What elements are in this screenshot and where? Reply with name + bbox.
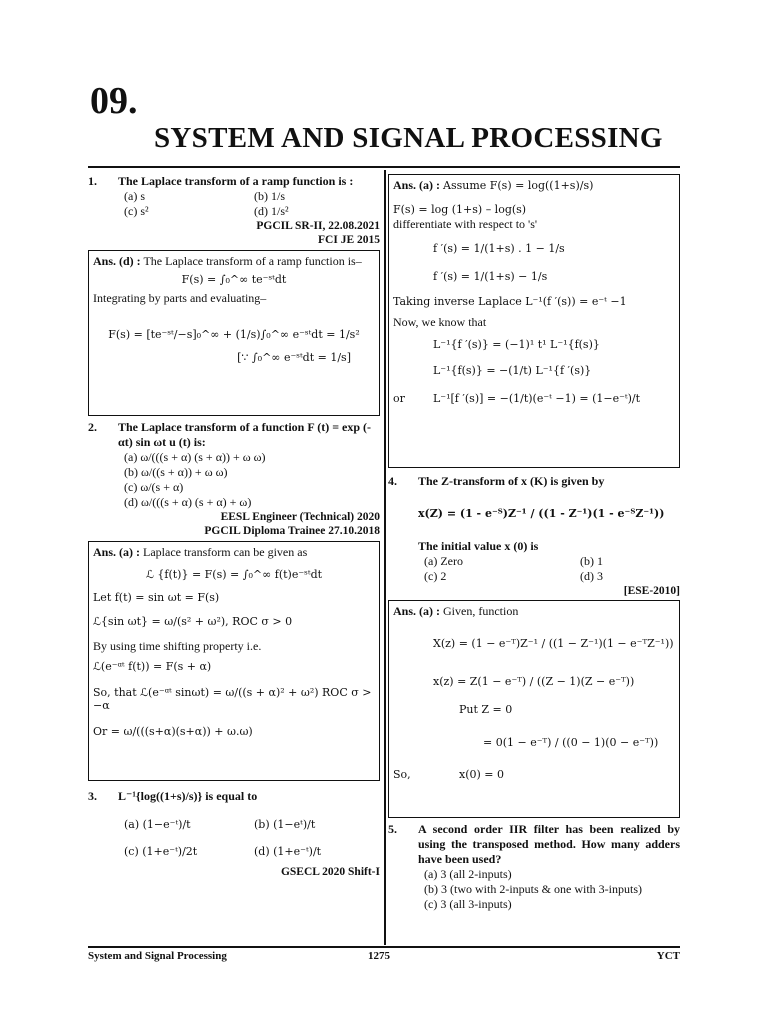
chapter-title: SYSTEM AND SIGNAL PROCESSING	[154, 122, 663, 154]
equation: L⁻¹{f(s)} = −(1/t) L⁻¹{f ′(s)}	[433, 363, 592, 377]
option-d: (d) 3	[580, 568, 603, 583]
options	[88, 450, 380, 510]
options	[88, 189, 380, 219]
question-number: 1.	[88, 174, 97, 188]
question-number: 4.	[388, 474, 397, 488]
answer-text: Assume F(s) = log((1+s)/s)	[443, 179, 594, 192]
page-number: 1275	[368, 950, 390, 962]
answer-text: Given, function	[443, 604, 519, 619]
equation: Put Z = 0	[459, 702, 513, 716]
option-d: (d) 1/s²	[254, 204, 289, 218]
question-1	[88, 174, 380, 248]
option-a: (a) 3 (all 2-inputs)	[424, 867, 512, 882]
answer-text: Laplace transform can be given as	[143, 544, 308, 559]
equation: x(0) = 0	[459, 768, 504, 782]
answer-step: Now, we know that	[393, 315, 487, 329]
options	[88, 818, 380, 860]
top-rule	[88, 166, 680, 168]
answer-label: Ans. (a) :	[93, 544, 140, 559]
question-number: 2.	[88, 419, 97, 434]
question-text: The Laplace transform of a function F (t) = exp (-αt) sin ωt u (t) is:	[118, 419, 372, 449]
equation: f ′(s) = 1/(1+s) . 1 − 1/s	[433, 241, 565, 255]
equation: Or = ω/(((s+α)(s+α)) + ω.ω)	[93, 725, 253, 738]
equation: L⁻¹{f ′(s)} = (−1)¹ t¹ L⁻¹{f(s)}	[433, 338, 600, 351]
question-text: The initial value x (0) is	[418, 538, 539, 553]
or-label: or	[393, 391, 405, 405]
so-label: So,	[393, 768, 411, 782]
equation: F(s) = [te⁻ˢᵗ/−s]₀^∞ + (1/s)∫₀^∞ e⁻ˢᵗdt = 1/s²	[108, 327, 360, 341]
answer-step: differentiate with respect to 's'	[393, 216, 538, 231]
question-number: 5.	[388, 822, 397, 837]
answer-step: Integrating by parts and evaluating–	[93, 290, 267, 305]
equation: x(Z) = (1 - e⁻ᵀ)Z⁻¹ / ((1 - Z⁻¹)(1 - e⁻ᵀZ⁻¹))	[418, 507, 665, 520]
column-divider	[384, 170, 386, 945]
answer-box-2	[88, 541, 380, 781]
option-b: (b) 1/s	[254, 189, 285, 203]
answer-label: Ans. (a) :	[393, 178, 440, 192]
equation: So, that ℒ(e⁻ᵅᵗ sinωt) = ω/((s + α)² + ω²) ROC σ > −α	[93, 685, 372, 713]
answer-label: Ans. (a) :	[393, 604, 440, 619]
left-column	[88, 174, 380, 879]
option-d: (d) (1+e⁻ᵗ)/t	[254, 845, 322, 859]
question-2	[88, 420, 380, 539]
options	[388, 554, 680, 584]
exam-source: [ESE-2010]	[623, 584, 680, 597]
exam-source: EESL Engineer (Technical) 2020	[220, 510, 380, 523]
right-column	[388, 174, 680, 912]
option-a: (a) s	[124, 189, 145, 203]
question-5	[388, 822, 680, 912]
option-c: (c) 3 (all 3-inputs)	[424, 897, 512, 912]
equation: Let f(t) = sin ωt = F(s)	[93, 591, 220, 605]
option-a: (a) Zero	[424, 553, 463, 568]
option-c: (c) 2	[424, 568, 447, 583]
equation: [∵ ∫₀^∞ e⁻ˢᵗdt = 1/s]	[237, 351, 351, 365]
equation: = 0(1 − e⁻ᵀ) / ((0 − 1)(0 − e⁻ᵀ))	[483, 736, 659, 750]
equation: f ′(s) = 1/(1+s) − 1/s	[433, 269, 548, 283]
option-b: (b) 3 (two with 2-inputs & one with 3-inputs)	[424, 882, 642, 897]
equation: Taking inverse Laplace L⁻¹(f ′(s)) = e⁻ᵗ −1	[393, 295, 627, 309]
exam-source: PGCIL SR-II, 22.08.2021	[256, 220, 380, 232]
question-text: A second order IIR filter has been realized by using the transposed method. How many adders have been used?	[418, 822, 680, 867]
option-a: (a) ω/(((s + α) (s + α)) + ω ω)	[124, 449, 266, 464]
answer-step: By using time shifting property i.e.	[93, 638, 262, 653]
equation: F(s) = log (1+s) – log(s)	[393, 203, 527, 216]
question-number: 3.	[88, 788, 97, 803]
option-b: (b) ω/((s + α)) + ω ω)	[124, 464, 228, 479]
option-c: (c) (1+e⁻ᵗ)/2t	[124, 845, 198, 859]
equation: ℒ {f(t)} = F(s) = ∫₀^∞ f(t)e⁻ˢᵗdt	[145, 567, 323, 581]
option-a: (a) (1−e⁻ᵗ)/t	[124, 817, 191, 831]
equation: F(s) = ∫₀^∞ te⁻ˢᵗdt	[181, 272, 287, 286]
answer-box-3	[388, 174, 680, 468]
option-b: (b) 1	[580, 553, 603, 568]
answer-box-1	[88, 250, 380, 416]
footer-subject: System and Signal Processing	[88, 950, 227, 962]
option-c: (c) s²	[124, 204, 149, 218]
answer-box-4	[388, 600, 680, 818]
question-text: The Z-transform of x (K) is given by	[418, 474, 605, 488]
question-text: The Laplace transform of a ramp function is :	[118, 174, 354, 188]
answer-text: The Laplace transform of a ramp function is–	[143, 253, 362, 268]
options	[388, 867, 680, 912]
equation: ℒ{sin ωt} = ω/(s² + ω²), ROC σ > 0	[93, 615, 293, 628]
option-b: (b) (1−eᵗ)/t	[254, 817, 316, 831]
exam-source: GSECL 2020 Shift-I	[280, 866, 380, 878]
equation: X(z) = (1 − e⁻ᵀ)Z⁻¹ / ((1 − Z⁻¹)(1 − e⁻ᵀZ⁻¹))	[433, 637, 674, 651]
question-text: L⁻¹{log((1+s)/s)} is equal to	[118, 788, 258, 803]
equation: x(z) = Z(1 − e⁻ᵀ) / ((Z − 1)(Z − e⁻ᵀ))	[433, 674, 635, 688]
chapter-number: 09.	[90, 80, 138, 122]
bottom-rule	[88, 946, 680, 948]
option-c: (c) ω/(s + α)	[124, 479, 184, 494]
option-d: (d) ω/(((s + α) (s + α) + ω)	[124, 494, 252, 509]
equation: L⁻¹[f ′(s)] = −(1/t)(e⁻ᵗ −1) = (1−e⁻ᵗ)/t	[433, 391, 641, 405]
answer-label: Ans. (d) :	[93, 253, 141, 268]
question-3	[88, 789, 380, 880]
exam-source: FCI JE 2015	[318, 234, 380, 247]
equation: ℒ(e⁻ᵅᵗ f(t)) = F(s + α)	[93, 659, 212, 673]
publisher-mark: YCT	[656, 950, 680, 962]
question-4	[388, 474, 680, 598]
exam-source: PGCIL Diploma Trainee 27.10.2018	[204, 525, 380, 538]
